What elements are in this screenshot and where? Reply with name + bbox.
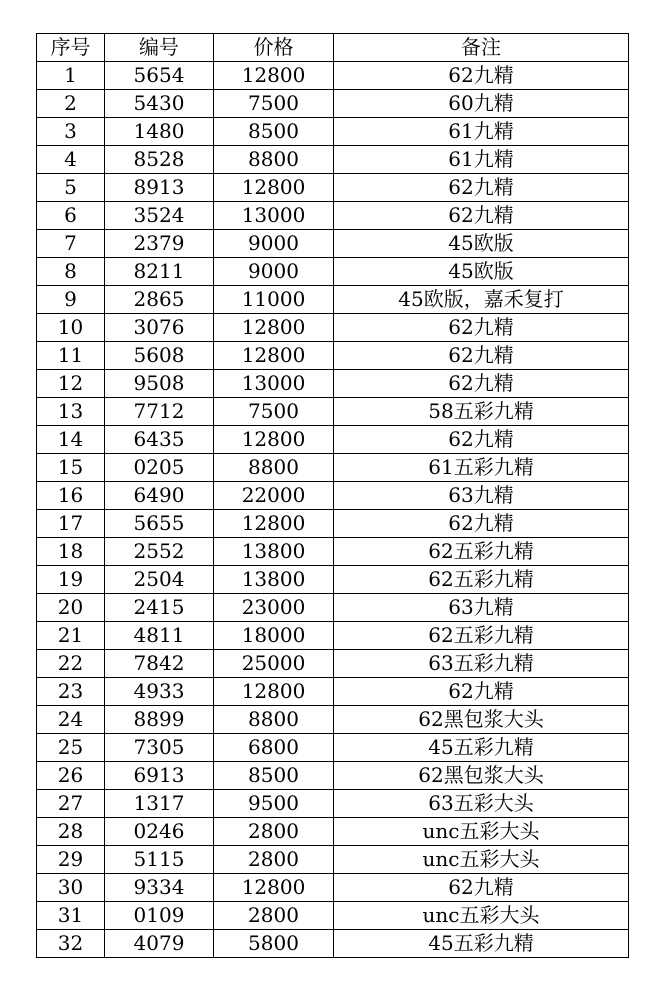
cell-price: 7500 <box>214 90 334 118</box>
cell-note: 45欧版，嘉禾复打 <box>334 286 629 314</box>
cell-note: 62九精 <box>334 426 629 454</box>
cell-note: 63九精 <box>334 594 629 622</box>
cell-note: 62黑包浆大头 <box>334 762 629 790</box>
table-row <box>37 62 629 90</box>
cell-index: 9 <box>37 286 105 314</box>
cell-code: 5655 <box>105 510 214 538</box>
cell-index: 7 <box>37 230 105 258</box>
header-cell-price: 价格 <box>214 34 334 62</box>
cell-code: 6490 <box>105 482 214 510</box>
cell-index: 23 <box>37 678 105 706</box>
cell-code: 7305 <box>105 734 214 762</box>
cell-index: 3 <box>37 118 105 146</box>
cell-price: 12800 <box>214 678 334 706</box>
cell-code: 2552 <box>105 538 214 566</box>
table-row <box>37 594 629 622</box>
cell-index: 31 <box>37 902 105 930</box>
cell-code: 9334 <box>105 874 214 902</box>
table-row <box>37 342 629 370</box>
cell-index: 4 <box>37 146 105 174</box>
cell-code: 8899 <box>105 706 214 734</box>
table-row <box>37 538 629 566</box>
cell-index: 14 <box>37 426 105 454</box>
cell-code: 5608 <box>105 342 214 370</box>
cell-code: 4811 <box>105 622 214 650</box>
cell-price: 13800 <box>214 566 334 594</box>
table-row <box>37 762 629 790</box>
cell-note: 61九精 <box>334 118 629 146</box>
cell-index: 18 <box>37 538 105 566</box>
cell-index: 20 <box>37 594 105 622</box>
table-row <box>37 258 629 286</box>
cell-note: unc五彩大头 <box>334 902 629 930</box>
cell-code: 5115 <box>105 846 214 874</box>
cell-note: 62九精 <box>334 62 629 90</box>
table-row <box>37 426 629 454</box>
cell-note: unc五彩大头 <box>334 846 629 874</box>
table-row <box>37 734 629 762</box>
cell-note: 62九精 <box>334 342 629 370</box>
cell-price: 5800 <box>214 930 334 958</box>
price-table <box>36 33 629 958</box>
cell-price: 23000 <box>214 594 334 622</box>
header-cell-note: 备注 <box>334 34 629 62</box>
cell-note: 45欧版 <box>334 230 629 258</box>
table-row <box>37 622 629 650</box>
cell-index: 8 <box>37 258 105 286</box>
cell-price: 9000 <box>214 230 334 258</box>
cell-index: 29 <box>37 846 105 874</box>
table-row <box>37 510 629 538</box>
cell-note: 62九精 <box>334 510 629 538</box>
table-body <box>37 62 629 958</box>
cell-code: 5654 <box>105 62 214 90</box>
table-row <box>37 286 629 314</box>
cell-code: 6435 <box>105 426 214 454</box>
table-row <box>37 874 629 902</box>
cell-price: 8800 <box>214 706 334 734</box>
table-row <box>37 650 629 678</box>
cell-note: 62九精 <box>334 370 629 398</box>
table-row <box>37 90 629 118</box>
cell-note: 62九精 <box>334 174 629 202</box>
header-cell-code: 编号 <box>105 34 214 62</box>
cell-index: 5 <box>37 174 105 202</box>
table-row <box>37 930 629 958</box>
header-cell-index: 序号 <box>37 34 105 62</box>
cell-price: 8500 <box>214 118 334 146</box>
cell-price: 11000 <box>214 286 334 314</box>
cell-index: 12 <box>37 370 105 398</box>
cell-note: 61五彩九精 <box>334 454 629 482</box>
cell-price: 12800 <box>214 874 334 902</box>
table-row <box>37 314 629 342</box>
cell-price: 12800 <box>214 62 334 90</box>
table-row <box>37 818 629 846</box>
cell-note: 63九精 <box>334 482 629 510</box>
cell-code: 7712 <box>105 398 214 426</box>
cell-price: 7500 <box>214 398 334 426</box>
cell-price: 2800 <box>214 818 334 846</box>
cell-code: 1480 <box>105 118 214 146</box>
cell-code: 8211 <box>105 258 214 286</box>
cell-price: 12800 <box>214 174 334 202</box>
cell-price: 9000 <box>214 258 334 286</box>
cell-index: 11 <box>37 342 105 370</box>
cell-price: 22000 <box>214 482 334 510</box>
cell-price: 13000 <box>214 202 334 230</box>
cell-price: 25000 <box>214 650 334 678</box>
cell-price: 12800 <box>214 510 334 538</box>
cell-note: 62黑包浆大头 <box>334 706 629 734</box>
table-row <box>37 174 629 202</box>
table-row <box>37 846 629 874</box>
table-row <box>37 230 629 258</box>
cell-note: 45五彩九精 <box>334 734 629 762</box>
cell-note: 60九精 <box>334 90 629 118</box>
cell-note: 62九精 <box>334 202 629 230</box>
cell-price: 13800 <box>214 538 334 566</box>
cell-index: 30 <box>37 874 105 902</box>
cell-code: 0205 <box>105 454 214 482</box>
table-row <box>37 454 629 482</box>
cell-code: 4933 <box>105 678 214 706</box>
cell-code: 4079 <box>105 930 214 958</box>
cell-note: 62九精 <box>334 678 629 706</box>
table-row <box>37 678 629 706</box>
cell-code: 3524 <box>105 202 214 230</box>
cell-index: 1 <box>37 62 105 90</box>
cell-price: 2800 <box>214 902 334 930</box>
cell-note: 62五彩九精 <box>334 566 629 594</box>
cell-index: 10 <box>37 314 105 342</box>
cell-code: 2379 <box>105 230 214 258</box>
cell-code: 9508 <box>105 370 214 398</box>
cell-code: 0109 <box>105 902 214 930</box>
cell-index: 22 <box>37 650 105 678</box>
cell-code: 2504 <box>105 566 214 594</box>
cell-index: 13 <box>37 398 105 426</box>
cell-note: 63五彩九精 <box>334 650 629 678</box>
cell-note: 62五彩九精 <box>334 538 629 566</box>
cell-price: 6800 <box>214 734 334 762</box>
cell-code: 6913 <box>105 762 214 790</box>
cell-index: 16 <box>37 482 105 510</box>
cell-price: 12800 <box>214 342 334 370</box>
cell-code: 8528 <box>105 146 214 174</box>
cell-note: 62九精 <box>334 874 629 902</box>
cell-index: 2 <box>37 90 105 118</box>
cell-price: 2800 <box>214 846 334 874</box>
cell-code: 2415 <box>105 594 214 622</box>
cell-code: 7842 <box>105 650 214 678</box>
cell-index: 21 <box>37 622 105 650</box>
cell-index: 32 <box>37 930 105 958</box>
cell-code: 2865 <box>105 286 214 314</box>
cell-note: 58五彩九精 <box>334 398 629 426</box>
table-row <box>37 902 629 930</box>
table-row <box>37 370 629 398</box>
table-row <box>37 706 629 734</box>
table-row <box>37 118 629 146</box>
cell-note: 62九精 <box>334 314 629 342</box>
table-row <box>37 566 629 594</box>
cell-price: 8800 <box>214 454 334 482</box>
cell-price: 12800 <box>214 426 334 454</box>
cell-code: 3076 <box>105 314 214 342</box>
cell-note: 62五彩九精 <box>334 622 629 650</box>
cell-index: 19 <box>37 566 105 594</box>
cell-index: 28 <box>37 818 105 846</box>
cell-code: 5430 <box>105 90 214 118</box>
table-row <box>37 790 629 818</box>
table-header-row <box>37 34 629 62</box>
cell-price: 18000 <box>214 622 334 650</box>
cell-price: 13000 <box>214 370 334 398</box>
cell-price: 9500 <box>214 790 334 818</box>
table-row <box>37 482 629 510</box>
cell-code: 8913 <box>105 174 214 202</box>
cell-note: 45五彩九精 <box>334 930 629 958</box>
cell-index: 25 <box>37 734 105 762</box>
cell-index: 6 <box>37 202 105 230</box>
cell-index: 15 <box>37 454 105 482</box>
cell-index: 24 <box>37 706 105 734</box>
cell-note: 61九精 <box>334 146 629 174</box>
table-row <box>37 146 629 174</box>
cell-note: unc五彩大头 <box>334 818 629 846</box>
cell-index: 26 <box>37 762 105 790</box>
cell-code: 0246 <box>105 818 214 846</box>
cell-note: 63五彩大头 <box>334 790 629 818</box>
cell-code: 1317 <box>105 790 214 818</box>
cell-note: 45欧版 <box>334 258 629 286</box>
cell-price: 12800 <box>214 314 334 342</box>
table-row <box>37 202 629 230</box>
table-row <box>37 398 629 426</box>
cell-index: 27 <box>37 790 105 818</box>
cell-price: 8800 <box>214 146 334 174</box>
cell-price: 8500 <box>214 762 334 790</box>
cell-index: 17 <box>37 510 105 538</box>
